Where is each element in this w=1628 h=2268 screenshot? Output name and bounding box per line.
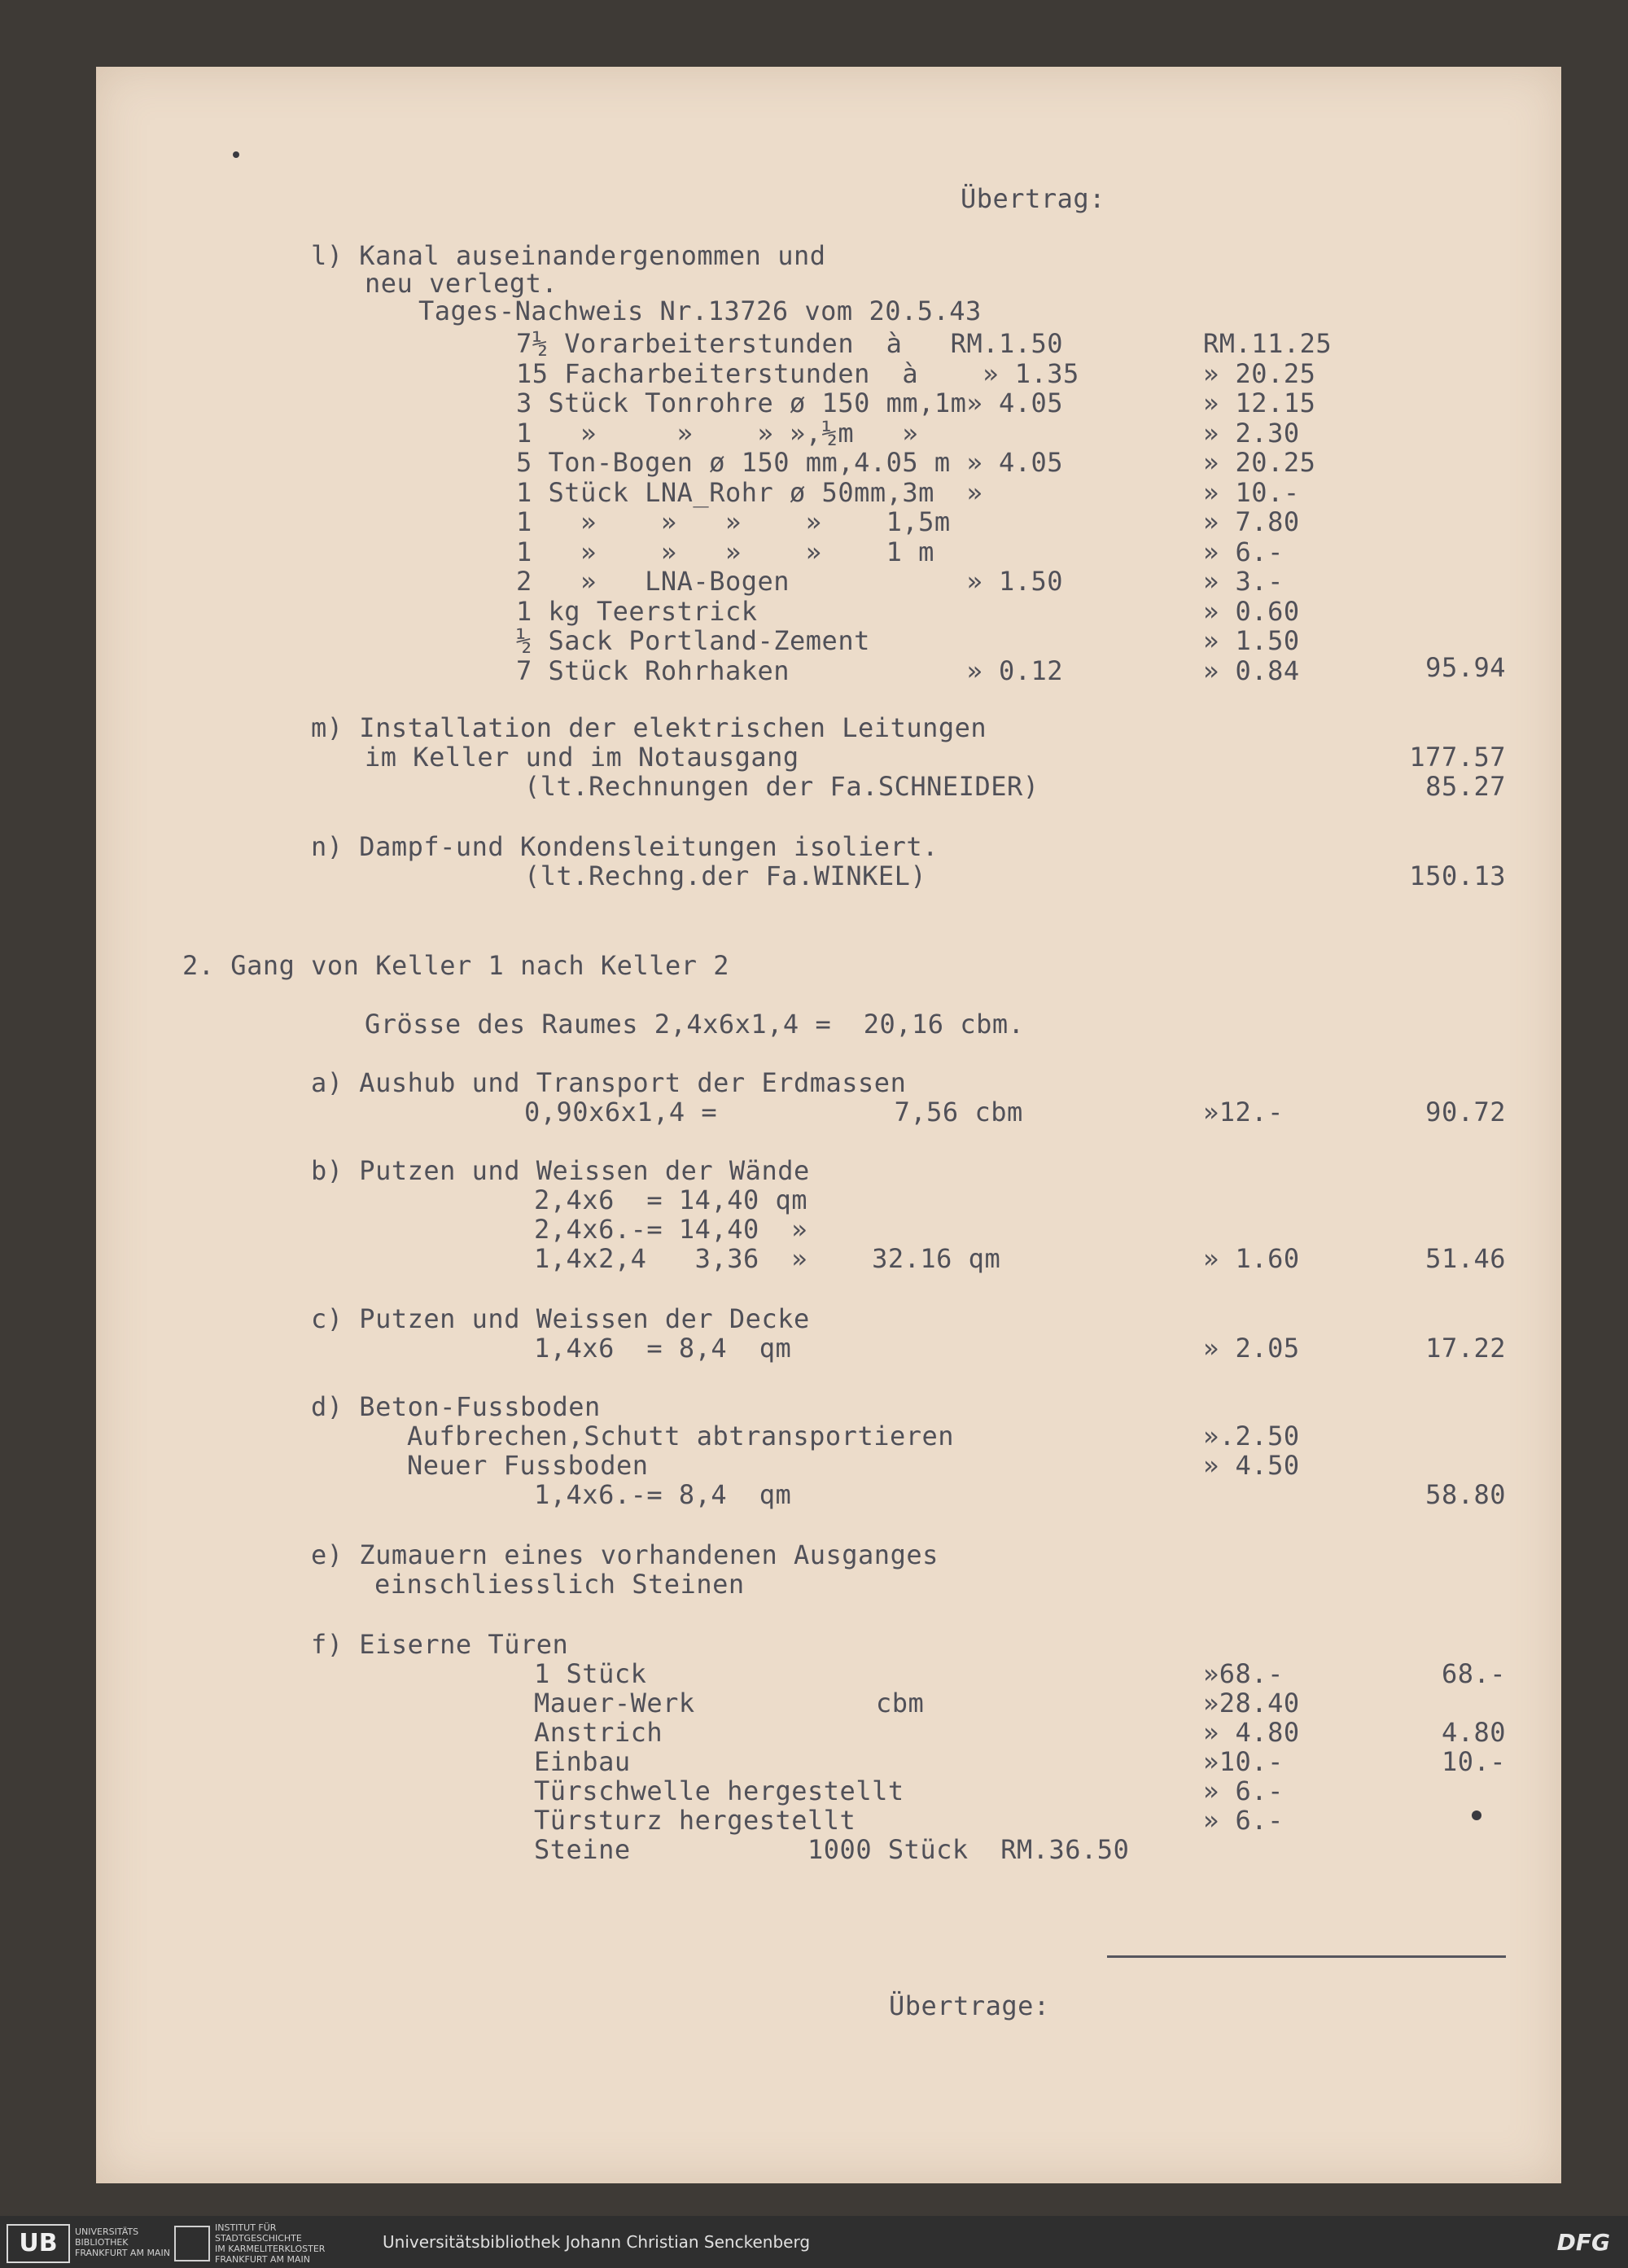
item-d-rate-1: ».2.50: [1203, 1421, 1300, 1451]
section-l-item-desc: 1 » » » »,½m »: [516, 417, 919, 449]
door-item-desc: Einbau: [534, 1746, 631, 1777]
item-a-calc: 0,90x6x1,4 = 7,56 cbm: [524, 1097, 1023, 1127]
room-size: Grösse des Raumes 2,4x6x1,4 = 20,16 cbm.: [365, 1009, 1025, 1040]
section-l-item-desc: 7½ Vorarbeiterstunden à RM.1.50: [516, 328, 1064, 359]
door-item-total: 4.80: [1441, 1717, 1506, 1748]
item-e-line-2: einschliesslich Steinen: [374, 1569, 745, 1600]
door-item-total: 68.-: [1441, 1658, 1506, 1689]
door-item-rate: »28.40: [1203, 1688, 1300, 1719]
item-a-rate: »12.-: [1203, 1097, 1284, 1127]
item-b-title: b) Putzen und Weissen der Wände: [311, 1155, 810, 1186]
section-l-item-desc: 1 Stück LNA_Rohr ø 50mm,3m »: [516, 476, 983, 508]
section-l-item-desc: 1 » » » » 1,5m: [516, 506, 951, 537]
section-l-item-amount: » 6.-: [1203, 536, 1284, 567]
item-c-total: 17.22: [1425, 1333, 1506, 1364]
section-l-item-amount: » 12.15: [1203, 387, 1316, 418]
institute-logo: [174, 2226, 210, 2261]
item-c-title: c) Putzen und Weissen der Decke: [311, 1303, 810, 1334]
sum-underline: [1107, 1955, 1506, 1958]
section-l-item-desc: 5 Ton-Bogen ø 150 mm,4.05 m » 4.05: [516, 447, 1064, 478]
door-item-desc: Türsturz hergestellt: [534, 1805, 856, 1836]
door-item-desc: 1 Stück: [534, 1658, 647, 1689]
item-b-calc-2: 2,4x6.-= 14,40 »: [534, 1214, 808, 1245]
item-d-title: d) Beton-Fussboden: [311, 1391, 601, 1422]
section-2-title: 2. Gang von Keller 1 nach Keller 2: [182, 950, 730, 981]
section-l-item-desc: 2 » LNA-Bogen » 1.50: [516, 566, 1064, 597]
bricks-line: Steine 1000 Stück RM.36.50: [534, 1834, 1130, 1865]
door-item-rate: »68.-: [1203, 1658, 1284, 1689]
door-item-rate: » 4.80: [1203, 1717, 1300, 1748]
section-m-amount-1: 177.57: [1409, 742, 1506, 773]
archive-footer-bar: [0, 2216, 1628, 2268]
item-d-line-3: Neuer Fussboden: [407, 1450, 649, 1481]
item-a-title: a) Aushub und Transport der Erdmassen: [311, 1067, 907, 1098]
section-m-line3: (lt.Rechnungen der Fa.SCHNEIDER): [524, 771, 1039, 802]
section-l-item-amount: » 0.60: [1203, 595, 1300, 627]
item-d-line-2: Aufbrechen,Schutt abtransportieren: [407, 1421, 955, 1451]
ub-logo-text: UNIVERSITÄTS BIBLIOTHEK FRANKFURT AM MAIN: [75, 2226, 170, 2258]
section-m-title: m) Installation der elektrischen Leitungen: [311, 712, 987, 743]
item-b-calc-1: 2,4x6 = 14,40 qm: [534, 1184, 808, 1215]
daily-record-reference: Tages-Nachweis Nr.13726 vom 20.5.43: [418, 296, 982, 326]
door-item-desc: Anstrich: [534, 1717, 663, 1748]
item-a-total: 90.72: [1425, 1097, 1506, 1127]
door-item-rate: » 6.-: [1203, 1775, 1284, 1806]
section-l-item-amount: » 1.50: [1203, 625, 1300, 656]
section-l-item-desc: 7 Stück Rohrhaken » 0.12: [516, 655, 1064, 686]
item-d-calc: 1,4x6.-= 8,4 qm: [534, 1479, 792, 1510]
item-d-rate-2: » 4.50: [1203, 1450, 1300, 1481]
section-n-amount: 150.13: [1409, 860, 1506, 891]
section-l-item-amount: » 0.84: [1203, 655, 1300, 686]
section-l-item-desc: ½ Sack Portland-Zement: [516, 625, 870, 656]
item-c-calc: 1,4x6 = 8,4 qm: [534, 1333, 792, 1364]
dfg-logo: DFG: [1556, 2229, 1610, 2256]
library-name: Universitätsbibliothek Johann Christian Senckenberg: [383, 2232, 811, 2252]
door-item-rate: » 6.-: [1203, 1805, 1284, 1836]
door-item-unit: cbm: [876, 1688, 925, 1719]
section-l-item-amount: » 3.-: [1203, 566, 1284, 597]
item-b-total: 51.46: [1425, 1243, 1506, 1274]
section-l-subtitle: neu verlegt.: [365, 268, 558, 299]
section-l-item-desc: 3 Stück Tonrohre ø 150 mm,1m» 4.05: [516, 387, 1064, 418]
section-l-item-amount: » 7.80: [1203, 506, 1300, 537]
item-e-title: e) Zumauern eines vorhandenen Ausganges: [311, 1539, 939, 1570]
section-l-item-desc: 1 kg Teerstrick: [516, 595, 758, 627]
section-n-title: n) Dampf-und Kondensleitungen isoliert.: [311, 831, 939, 862]
institute-text: INSTITUT FÜR STADTGESCHICHTE IM KARMELITERKLOSTER FRANKFURT AM MAIN: [215, 2222, 326, 2265]
section-l-item-desc: 1 » » » » 1 m: [516, 536, 934, 567]
ink-mark: [1472, 1810, 1481, 1820]
section-n-line2: (lt.Rechng.der Fa.WINKEL): [524, 860, 927, 891]
section-l-title: l) Kanal auseinandergenommen und: [311, 240, 826, 271]
section-l-item-desc: 15 Facharbeiterstunden à » 1.35: [516, 357, 1079, 389]
section-l-item-amount: » 2.30: [1203, 417, 1300, 449]
item-d-total: 58.80: [1425, 1479, 1506, 1510]
item-f-title: f) Eiserne Türen: [311, 1629, 569, 1660]
section-l-item-amount: » 20.25: [1203, 357, 1316, 389]
section-m-line2: im Keller und im Notausgang: [365, 742, 799, 773]
ub-logo: UB: [7, 2224, 70, 2263]
ink-mark: [233, 151, 239, 158]
door-item-total: 10.-: [1441, 1746, 1506, 1777]
carry-over-header: Übertrag:: [961, 183, 1105, 214]
section-l-item-amount: » 10.-: [1203, 476, 1300, 508]
door-item-desc: Mauer-Werk: [534, 1688, 695, 1719]
carry-forward-footer: Übertrage:: [889, 1990, 1050, 2021]
item-b-calc-3: 1,4x2,4 3,36 » 32.16 qm: [534, 1243, 1001, 1274]
door-item-desc: Türschwelle hergestellt: [534, 1775, 904, 1806]
section-l-item-amount: RM.11.25: [1203, 328, 1333, 359]
section-l-item-amount: » 20.25: [1203, 447, 1316, 478]
door-item-rate: »10.-: [1203, 1746, 1284, 1777]
section-l-total: 95.94: [1425, 652, 1506, 683]
section-m-amount-2: 85.27: [1425, 771, 1506, 802]
item-b-rate: » 1.60: [1203, 1243, 1300, 1274]
item-c-rate: » 2.05: [1203, 1333, 1300, 1364]
